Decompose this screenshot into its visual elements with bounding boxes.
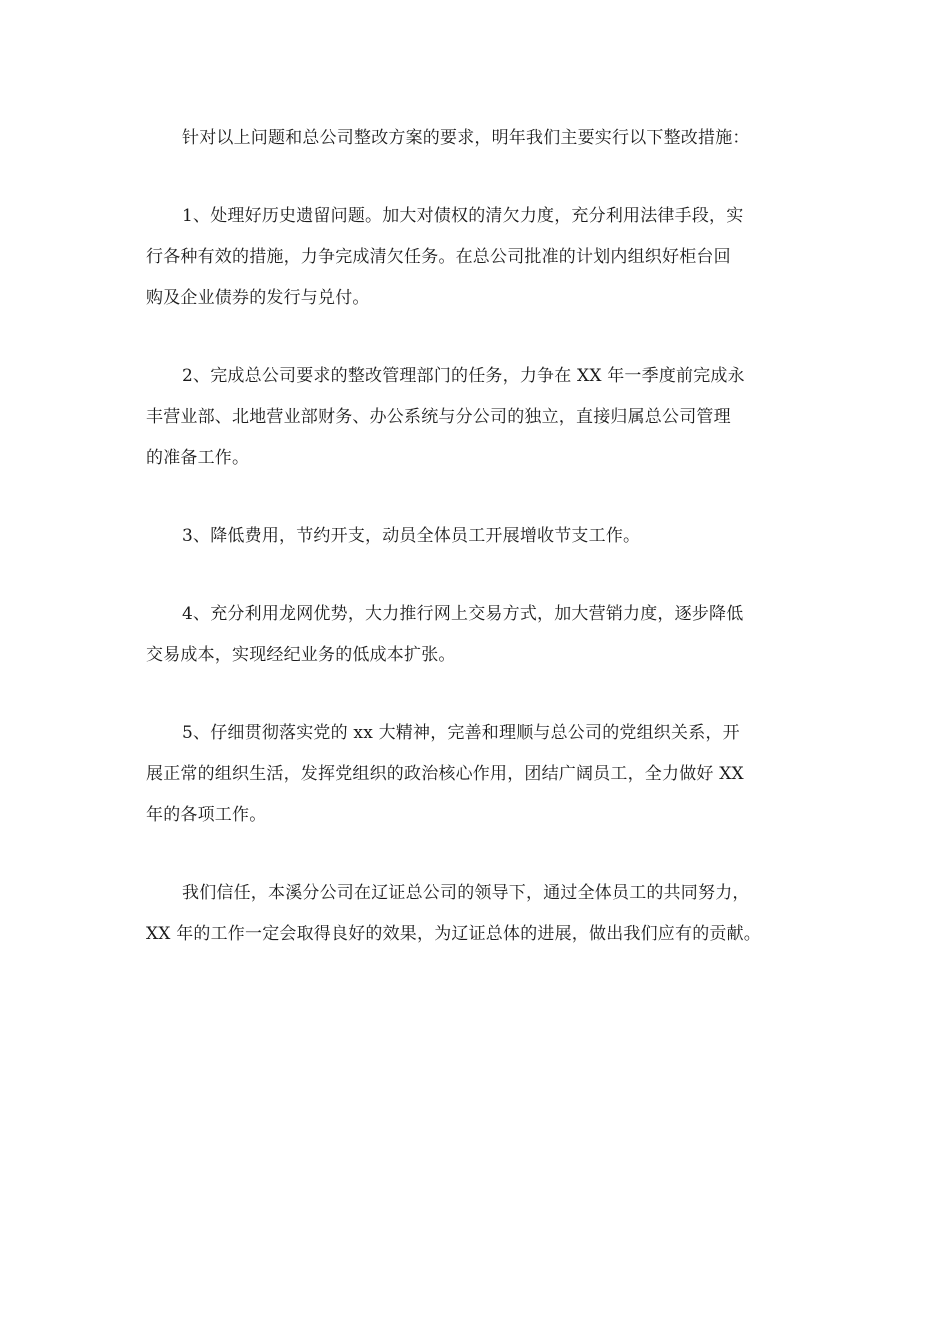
paragraph-line: 2、完成总公司要求的整改管理部门的任务，力争在 XX 年一季度前完成永 xyxy=(182,366,745,386)
paragraph-line: 的准备工作。 xyxy=(146,448,250,468)
paragraph-line: 我们信任，本溪分公司在辽证总公司的领导下，通过全体员工的共同努力， xyxy=(182,883,750,903)
paragraph-line: 购及企业债券的发行与兑付。 xyxy=(146,288,370,308)
paragraph-intro xyxy=(146,118,808,159)
paragraph-line: 展正常的组织生活，发挥党组织的政治核心作用，团结广阔员工，全力做好 XX xyxy=(146,764,744,784)
paragraph-item-5 xyxy=(146,713,808,836)
paragraph-line: 年的各项工作。 xyxy=(146,805,267,825)
paragraph-line: 行各种有效的措施，力争完成清欠任务。在总公司批准的计划内组织好柜台回 xyxy=(146,247,731,267)
paragraph-line: 丰营业部、北地营业部财务、办公系统与分公司的独立，直接归属总公司管理 xyxy=(146,407,731,427)
paragraph-line: 针对以上问题和总公司整改方案的要求，明年我们主要实行以下整改措施： xyxy=(182,128,750,148)
paragraph-item-2 xyxy=(146,356,808,479)
paragraph-conclusion xyxy=(146,873,808,955)
paragraph-line: 3、降低费用，节约开支，动员全体员工开展增收节支工作。 xyxy=(182,526,641,546)
paragraph-line: 5、仔细贯彻落实党的 xx 大精神，完善和理顺与总公司的党组织关系，开 xyxy=(182,723,740,743)
paragraph-line: 1、处理好历史遗留问题。加大对债权的清欠力度，充分利用法律手段，实 xyxy=(182,206,744,226)
paragraph-line: 4、充分利用龙网优势，大力推行网上交易方式，加大营销力度，逐步降低 xyxy=(182,604,744,624)
paragraph-item-4 xyxy=(146,594,808,676)
paragraph-item-3 xyxy=(146,516,808,557)
paragraph-line: 交易成本，实现经纪业务的低成本扩张。 xyxy=(146,645,456,665)
paragraph-item-1 xyxy=(146,196,808,319)
paragraph-line: XX 年的工作一定会取得良好的效果，为辽证总体的进展，做出我们应有的贡献。 xyxy=(146,924,762,944)
document-body xyxy=(146,118,808,992)
